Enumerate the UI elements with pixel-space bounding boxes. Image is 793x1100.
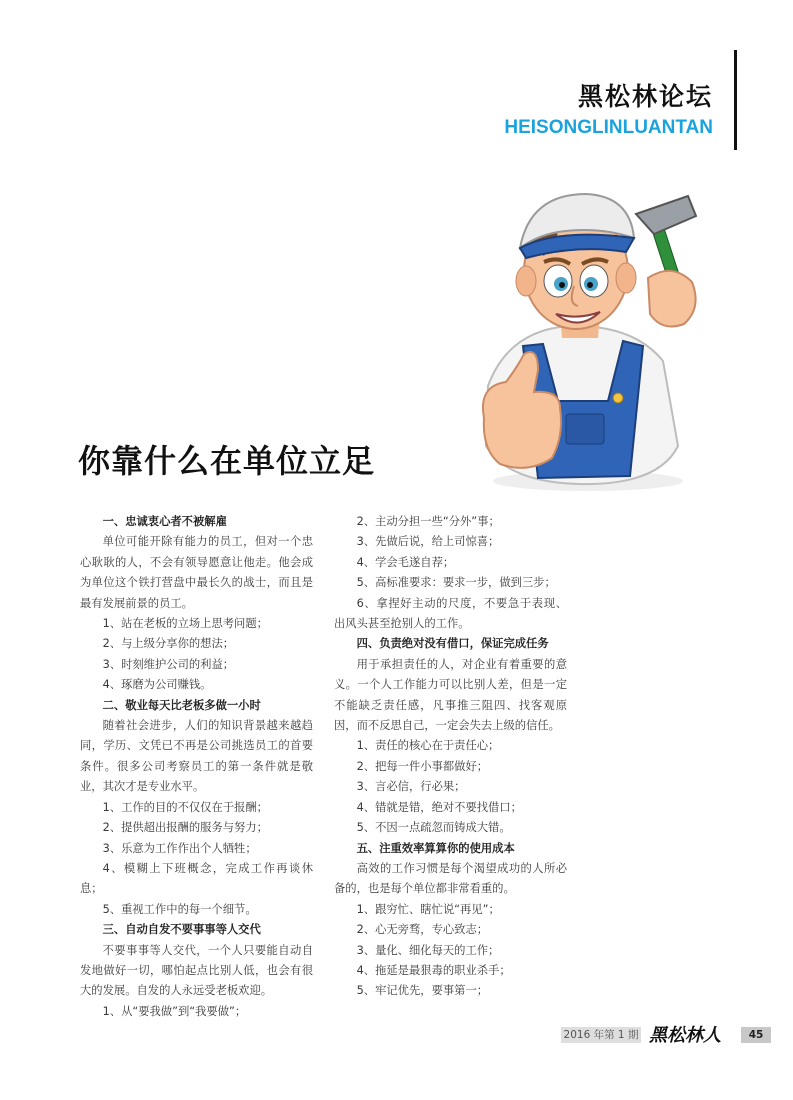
paragraph: 随着社会进步，人们的知识背景越来越趋同，学历、文凭已不再是公司挑选员工的首要条件。很多公司考察员工的第一条件就是敬业，其次才是专业水平。 — [80, 719, 313, 794]
section-heading: 一、忠诚衷心者不被解雇 — [102, 515, 227, 528]
list-item: 2、心无旁骛，专心致志； — [356, 923, 489, 937]
article-column-right — [334, 512, 567, 1002]
list-item: 2、把每一件小事都做好； — [356, 759, 489, 773]
header-divider-bar — [734, 50, 737, 150]
magazine-logo — [647, 1021, 735, 1047]
list-item: 5、牢记优先，要事第一； — [356, 984, 489, 998]
list-item: 5、不因一点疏忽而铸成大错。 — [356, 821, 511, 835]
section-heading: 五、注重效率算算你的使用成本 — [356, 841, 515, 855]
column-header — [504, 82, 713, 140]
paragraph: 不要事事等人交代，一个人只要能自动自发地做好一切，哪怕起点比别人低，也会有很大的发展。自发的人永远受老板欢迎。 — [80, 943, 313, 998]
list-item: 5、高标准要求：要求一步，做到三步； — [356, 576, 556, 590]
list-item: 3、乐意为工作作出个人牺牲； — [102, 841, 257, 855]
section-heading: 四、负责绝对没有借口，保证完成任务 — [356, 637, 549, 651]
list-item: 6、拿捏好主动的尺度，不要急于表现、出风头甚至抢别人的工作。 — [334, 596, 567, 631]
list-item: 2、主动分担一些“分外”事； — [356, 515, 500, 528]
paragraph: 单位可能开除有能力的员工，但对一个忠心耿耿的人，不会有领导愿意让他走。他会成为单位这个铁打营盘中最长久的战士，而且是最有发展前景的员工。 — [80, 535, 313, 610]
list-item: 4、模糊上下班概念，完成工作再谈休息； — [80, 861, 313, 896]
list-item: 4、拖延是最狠毒的职业杀手； — [356, 963, 511, 977]
list-item: 1、站在老板的立场上思考问题； — [102, 617, 268, 631]
section-heading: 二、敬业每天比老板多做一小时 — [102, 698, 261, 712]
list-item: 5、重视工作中的每一个细节。 — [102, 902, 257, 916]
issue-label: 2016 年第 1 期 — [561, 1027, 641, 1043]
list-item: 1、从“要我做”到“我要做”； — [102, 1004, 247, 1018]
section-heading: 三、自动自发不要事事等人交代 — [102, 923, 261, 937]
paragraph: 用于承担责任的人，对企业有着重要的意义。一个人工作能力可以比别人差，但是一定不能缺乏责任感，凡事推三阻四、找客观原因，而不反思自己，一定会失去上级的信任。 — [334, 657, 567, 733]
column-title-zh: 黑松林论坛 — [577, 82, 713, 111]
list-item: 4、学会毛遂自荐； — [356, 555, 455, 569]
list-item: 3、量化、细化每天的工作； — [356, 943, 500, 957]
list-item: 3、先做后说，给上司惊喜； — [356, 535, 500, 549]
worker-with-hammer-thumbs-up-illustration — [448, 186, 716, 496]
paragraph: 高效的工作习惯是每个渴望成功的人所必备的，也是每个单位都非常看重的。 — [334, 861, 567, 896]
list-item: 3、时刻维护公司的利益； — [102, 657, 235, 671]
list-item: 2、提供超出报酬的服务与努力； — [102, 821, 268, 835]
svg-text:黑松林人: 黑松林人 — [649, 1025, 721, 1046]
list-item: 2、与上级分享你的想法； — [102, 637, 235, 651]
list-item: 4、琢磨为公司赚钱。 — [102, 678, 212, 692]
list-item: 3、言必信，行必果； — [356, 780, 466, 794]
list-item: 1、工作的目的不仅仅在于报酬； — [102, 800, 268, 814]
article-title: 你靠什么在单位立足 — [78, 442, 376, 480]
list-item: 1、跟穷忙、瞎忙说“再见”； — [356, 902, 500, 916]
list-item: 1、责任的核心在于责任心； — [356, 739, 500, 753]
article-column-left — [80, 512, 313, 1022]
list-item: 4、错就是错，绝对不要找借口； — [356, 800, 522, 814]
column-title-en: HEISONGLINLUANTAN — [504, 117, 713, 138]
page-number: 45 — [741, 1027, 771, 1043]
